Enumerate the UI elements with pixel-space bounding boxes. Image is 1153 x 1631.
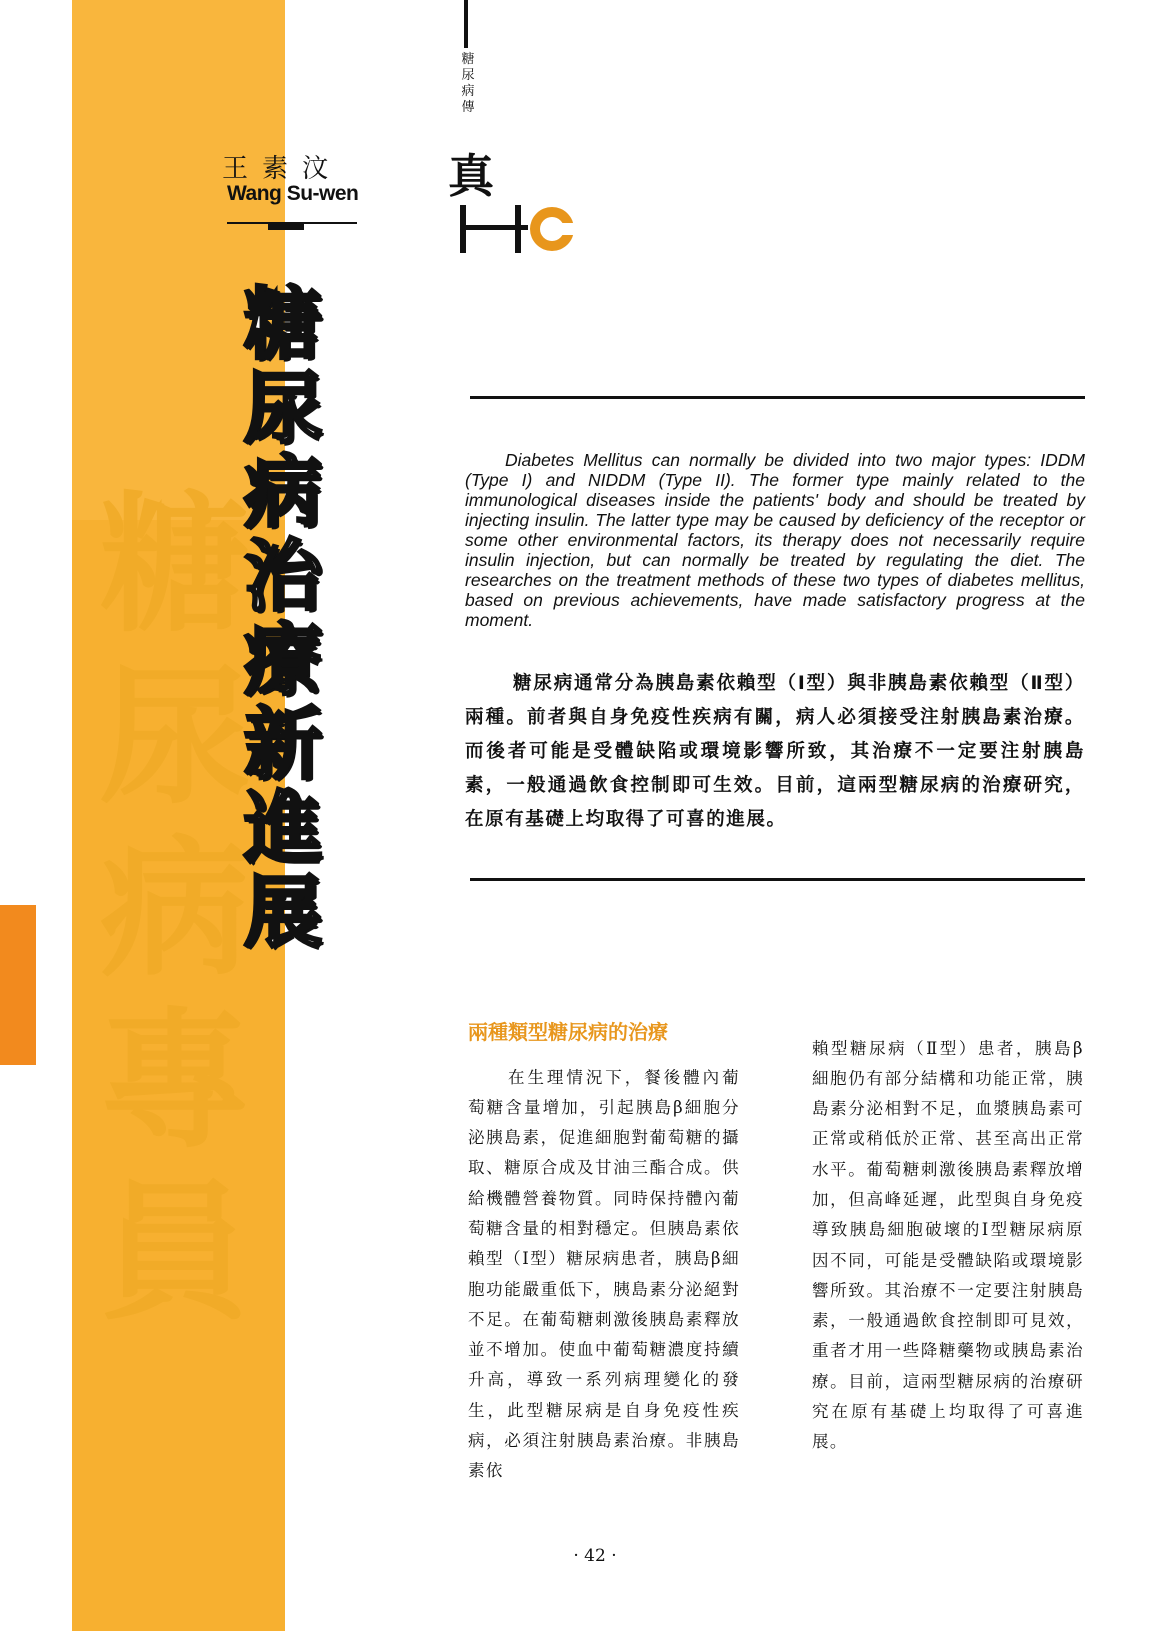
abstract-top-rule: [470, 396, 1085, 399]
watermark-char: 尿: [100, 651, 251, 825]
abstract-chinese: 糖尿病通常分為胰島素依賴型（Ⅰ型）與非胰島素依賴型（Ⅱ型）兩種。前者與自身免疫性疾病有關，病人必須接受注射胰島素治療。而後者可能是受體缺陷或環境影響所致，其治療不一定要注射胰島素，一般通過飲食控制即可生效。目前，這兩型糖尿病的治療研究，在原有基礎上均取得了可喜的進展。: [465, 672, 1085, 830]
title-char: 病: [243, 448, 322, 538]
column-label-char: 尿: [461, 68, 475, 83]
title-char: 新: [243, 700, 322, 790]
column-label-char: 糖: [461, 52, 475, 67]
author-divider-accent: [268, 222, 304, 230]
column-label-char: 傳: [461, 100, 475, 115]
abstract-english: Diabetes Mellitus can normally be divided into two major types: IDDM (Type I) and NIDDM (Type II). The former type mainly related to the immunological diseases inside the patients' body and should be treated by injecting insulin. The latter type may be caused by deficiency of the receptor or some other environmental factors, its therapy does not necessarily require insulin injection, but can normally be treated by regulating the diet. The researches on the treatment methods of these two types of diabetes mellitus, based on previous achievements, have made satisfactory progress at the moment.: [465, 449, 1085, 630]
body-column-left: 在生理情況下，餐後體內葡萄糖含量增加，引起胰島β細胞分泌胰島素，促進細胞對葡萄糖的攝取、糖原合成及甘油三酯合成。供給機體營養物質。同時保持體內葡萄糖含量的相對穩定。但胰島素依賴型（Ⅰ型）糖尿病患者，胰島β細胞功能嚴重低下，胰島素分泌絕對不足。在葡萄糖刺激後胰島素釋放並不增加。使血中葡萄糖濃度持續升高，導致一系列病理變化的發生，此型糖尿病是自身免疫性疾病，必須注射胰島素治療。非胰島素依: [468, 1067, 740, 1481]
column-label: [458, 52, 478, 116]
title-char: 尿: [243, 364, 322, 454]
title-char: 治: [243, 532, 322, 622]
author-name-english: Wang Su-wen: [227, 182, 359, 205]
title-char: 糖: [243, 280, 322, 370]
watermark-char: 病: [100, 823, 251, 997]
title-char: 展: [243, 868, 322, 958]
article-title: [228, 280, 338, 958]
body-column-right: 賴型糖尿病（Ⅱ型）患者，胰島β細胞仍有部分結構和功能正常，胰島素分泌相對不足，血漿胰島素可正常或稍低於正常、甚至高出正常水平。葡萄糖刺激後胰島素釋放增加，但高峰延遲，此型與自身免疫導致胰島細胞破壞的Ⅰ型糖尿病原因不同，可能是受體缺陷或環境影響所致。其治療不一定要注射胰島素，一般通過飲食控制即可見效，重者才用一些降糖藥物或胰島素治療。目前，這兩型糖尿病的治療研究在原有基礎上均取得了可喜進展。: [812, 1038, 1084, 1452]
title-char: 進: [243, 784, 322, 874]
watermark-char: 糖: [100, 479, 251, 653]
page-number: · 42 ·: [573, 1546, 617, 1566]
column-big-char: 真: [448, 149, 494, 203]
author-name-chinese: 王素汶: [222, 154, 343, 184]
column-label-char: 病: [461, 84, 475, 99]
abstract-bottom-rule: [470, 878, 1085, 881]
watermark-char: 專: [100, 995, 251, 1169]
title-char: 療: [243, 616, 322, 706]
edge-tab: [0, 905, 36, 1065]
watermark-char: 員: [100, 1167, 251, 1341]
section-heading: 兩種類型糖尿病的治療: [468, 1020, 668, 1044]
column-logo-icon: [460, 205, 585, 253]
column-header-bar: [464, 0, 468, 48]
